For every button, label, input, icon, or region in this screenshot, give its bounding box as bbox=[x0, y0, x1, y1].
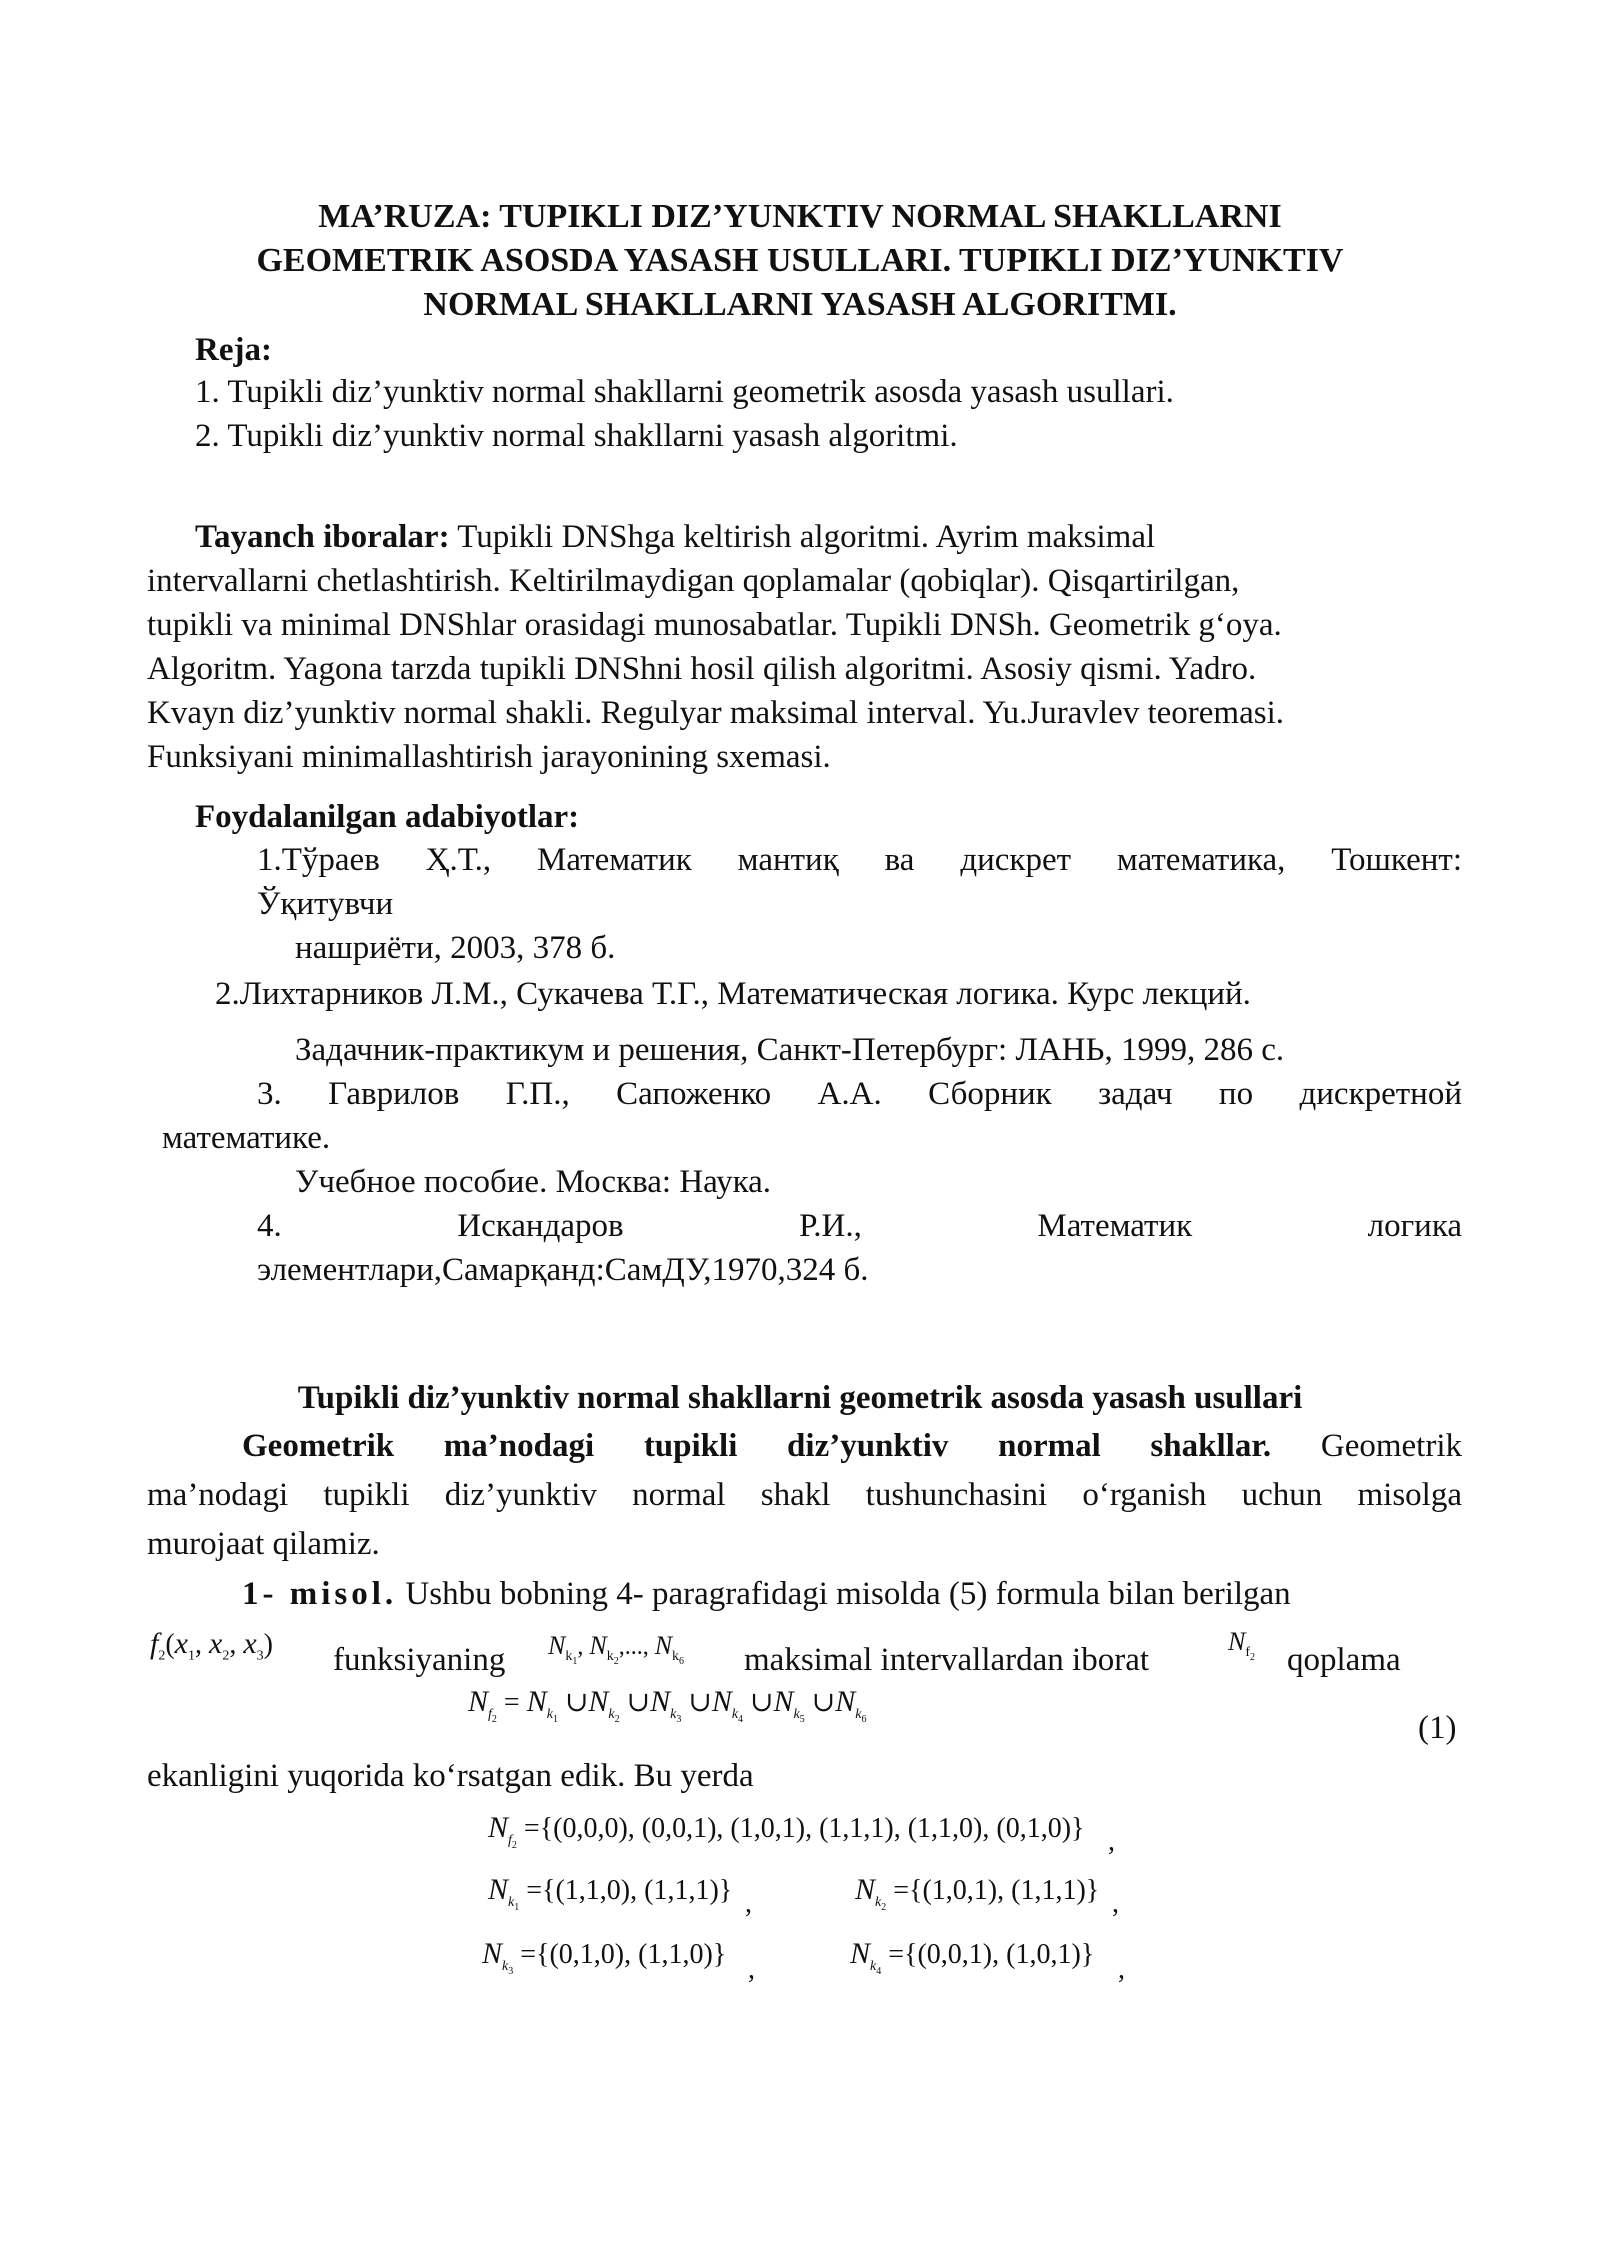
example-label: 1- misol. bbox=[242, 1576, 398, 1612]
reference-3-line-1: 3. Гаврилов Г.П., Сапоженко А.А. Сборник задач по дискретной bbox=[257, 1076, 1462, 1112]
reference-1-line-1: 1.Тўраев Ҳ.Т., Математик мантиқ ва дискрет математика, Тошкент: bbox=[257, 842, 1462, 878]
title-line-1: MA’RUZA: TUPIKLI DIZ’YUNKTIV NORMAL SHAKLLARNI bbox=[318, 198, 1282, 235]
equation-1: $N_{f_2} = N_{k_1}$ $\cup N_{k_2}$ $\cup N_{k_3}$ $\cup N_{k_4}$ $\cup N_{k_5}$ $\cup N_{k_6}$ bbox=[468, 1685, 867, 1725]
section-paragraph-line-1 bbox=[242, 1424, 1462, 1468]
formula-nk3-set: $N_{k_3} =\{(0,1,0)$, (1,1,0)} bbox=[482, 1937, 727, 1977]
example-line-1 bbox=[242, 1572, 1291, 1616]
keywords-line-4: Algoritm. Yagona tarzda tupikli DNShni hosil qilish algoritmi. Asosiy qismi. Yadro. bbox=[147, 651, 1257, 687]
keywords-label: Tayanch iboralar: bbox=[195, 519, 450, 555]
title-line-2: GEOMETRIK ASOSDA YASASH USULLARI. TUPIKLI DIZ’YUNKTIV bbox=[256, 242, 1344, 279]
formula-nk4-set: $N_{k_4} =\{(0,0,1)$, (1,0,1)} bbox=[850, 1937, 1095, 1977]
plan-item-2: 2. Tupikli diz’yunktiv normal shakllarni yasash algoritmi. bbox=[195, 418, 958, 454]
comma-2: , bbox=[745, 1888, 752, 1919]
nf2-set-value: ={(0,0,0), (0,0,1), (1,0,1), (1,1,1), (1,1,0), (0,1,0)} bbox=[523, 1813, 1085, 1844]
nk1-set-value: ={(1,1,0), (1,1,1)} bbox=[526, 1875, 733, 1906]
section-paragraph-line-2: ma’nodagi tupikli diz’yunktiv normal shakl tushunchasini o‘rganish uchun misolga bbox=[147, 1477, 1462, 1513]
plan-item-1: 1. Tupikli diz’yunktiv normal shakllarni geometrik asosda yasash usullari. bbox=[195, 374, 1174, 410]
formula-nk1-set: $N_{k_1} =\{(1,1,0)$, (1,1,1)} bbox=[488, 1873, 733, 1913]
formula-nf2-inline: $N_{f_2}$ bbox=[1228, 1627, 1256, 1663]
formula-nf2-set: $N_{f_2} =\{(0,0,0)$, (0,0,1), (1,0,1), (1,1,1), (1,1,0), (0,1,0)} bbox=[488, 1811, 1085, 1851]
example-text-1: Ushbu bobning 4- paragrafidagi misolda (5) formula bilan berilgan bbox=[397, 1576, 1291, 1612]
comma-5: , bbox=[1118, 1954, 1125, 1985]
section-heading: Tupikli diz’yunktiv normal shakllarni geometrik asosda yasash usullari bbox=[297, 1380, 1303, 1416]
plan-heading: Reja: bbox=[195, 332, 272, 368]
title-line-3: NORMAL SHAKLLARNI YASASH ALGORITMI. bbox=[423, 286, 1177, 323]
section-subheading: Geometrik ma’nodagi tupikli diz’yunktiv normal shakllar. bbox=[242, 1428, 1272, 1464]
section-paragraph-line-3: murojaat qilamiz. bbox=[147, 1526, 380, 1562]
reference-4-line-1: 4. Искандаров Р.И., Математик логика bbox=[257, 1208, 1462, 1244]
nk4-set-value: ={(0,0,1), (1,0,1)} bbox=[888, 1939, 1095, 1970]
comma-4: , bbox=[748, 1954, 755, 1985]
keywords-text-1: Tupikli DNShga keltirish algoritmi. Ayrim maksimal bbox=[449, 519, 1156, 555]
keywords-line-3: tupikli va minimal DNShlar orasidagi munosabatlar. Tupikli DNSh. Geometrik g‘oya. bbox=[147, 607, 1282, 643]
keywords-line-2: intervallarni chetlashtirish. Keltirilmaydigan qoplamalar (qobiqlar). Qisqartirilgan, bbox=[147, 563, 1240, 599]
reference-1-line-3: нашриёти, 2003, 378 б. bbox=[295, 930, 616, 966]
formula-nk-list: $N_{k_1}$, $N_{k_2}$,..., $N_{k_6}$ bbox=[548, 1631, 685, 1667]
formula-nk2-set: $N_{k_2} =\{(1,0,1)$, (1,1,1)} bbox=[855, 1873, 1100, 1913]
after-equation-text: ekanligini yuqorida ko‘rsatgan edik. Bu yerda bbox=[147, 1758, 754, 1794]
reference-3-line-3: Учебное пособие. Москва: Наука. bbox=[295, 1164, 772, 1200]
section-paragraph-text-1: Geometrik bbox=[1271, 1428, 1462, 1464]
example-word-maksimal: maksimal intervallardan iborat bbox=[744, 1642, 1150, 1678]
references-heading: Foydalanilgan adabiyotlar: bbox=[195, 799, 580, 835]
reference-2-line-1: 2.Лихтарников Л.М., Сукачева Т.Г., Математическая логика. Курс лекций. bbox=[215, 976, 1251, 1012]
formula-f2-args: $f_2(x_1$, $x_2$, $x_3$) bbox=[150, 1627, 273, 1664]
reference-3-line-2: математике. bbox=[162, 1120, 331, 1156]
comma-1: , bbox=[1108, 1826, 1115, 1857]
keywords-line-6: Funksiyani minimallashtirish jarayonining sxemasi. bbox=[147, 739, 831, 775]
keywords-line-5: Kvayn diz’yunktiv normal shakli. Regulyar maksimal interval. Yu.Juravlev teoremasi. bbox=[147, 695, 1285, 731]
example-word-qoplama: qoplama bbox=[1287, 1642, 1401, 1678]
example-word-funksiyaning: funksiyaning bbox=[333, 1642, 506, 1678]
comma-3: , bbox=[1112, 1888, 1119, 1919]
equation-number: (1) bbox=[1418, 1710, 1457, 1746]
reference-4-line-2: элементлари,Самарқанд:СамДУ,1970,324 б. bbox=[257, 1252, 869, 1288]
nk3-set-value: ={(0,1,0), (1,1,0)} bbox=[520, 1939, 727, 1970]
reference-2-line-2: Задачник-практикум и решения, Санкт-Петербург: ЛАНЬ, 1999, 286 с. bbox=[295, 1032, 1285, 1068]
nk2-set-value: ={(1,0,1), (1,1,1)} bbox=[893, 1875, 1100, 1906]
reference-1-line-2: Ўқитувчи bbox=[257, 886, 394, 922]
keywords-line-1 bbox=[195, 515, 1155, 559]
